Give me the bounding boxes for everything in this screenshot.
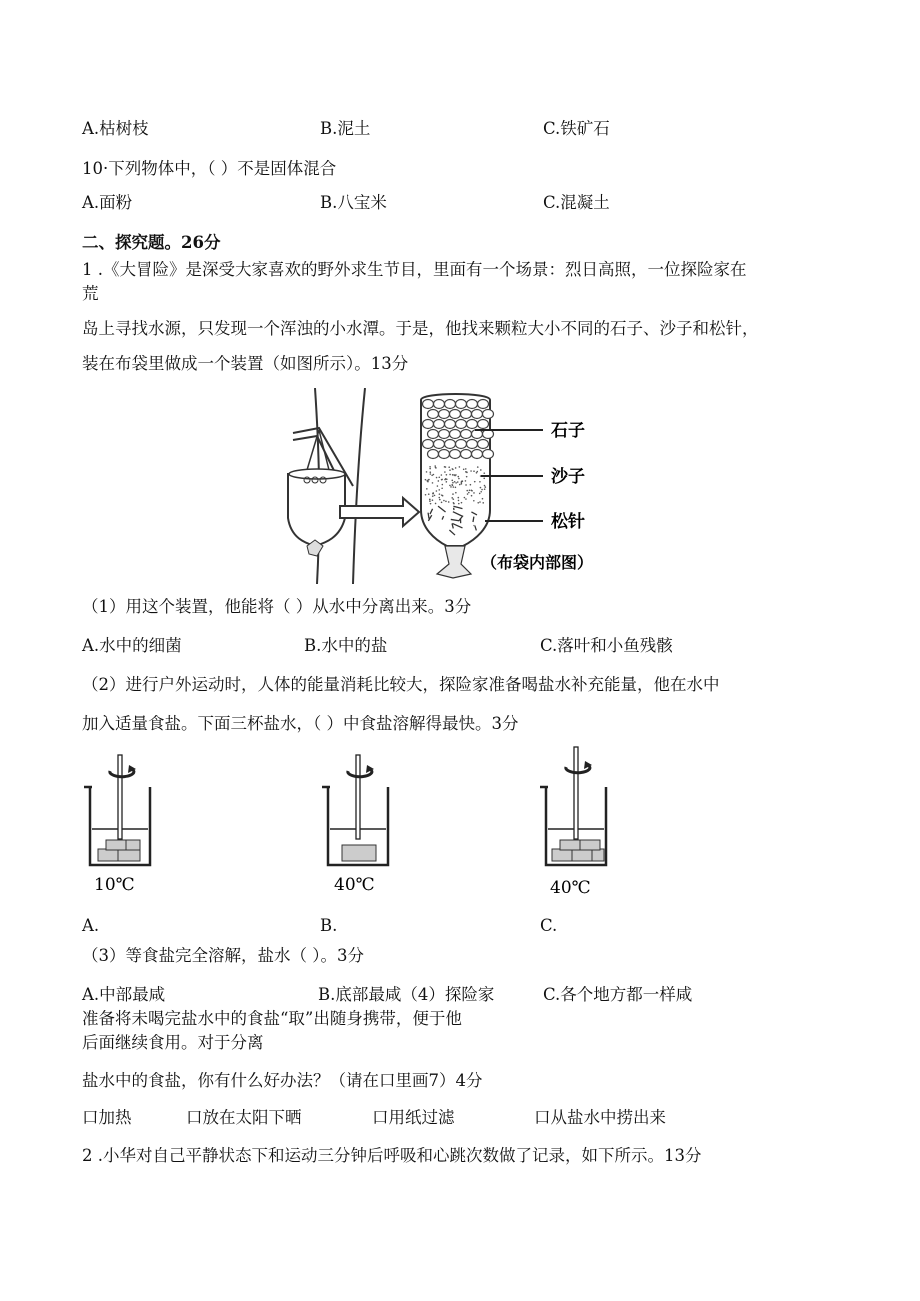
temp-a: 10℃ — [94, 875, 135, 895]
sub1-stem: （1）用这个装置，他能将（ ）从水中分离出来。3分 — [82, 597, 472, 616]
sub4-choice-filter: 口用纸过滤 — [372, 1108, 455, 1127]
sub3-option-b: B.底部最咸（4）探险家 — [318, 985, 495, 1004]
q10-stem: 10·下列物体中，（ ）不是固体混合 — [82, 159, 337, 178]
q10-option-a: A.面粉 — [82, 193, 133, 212]
sub1-option-a: A.水中的细菌 — [82, 636, 182, 655]
sub1-option-c: C.落叶和小鱼残骸 — [540, 636, 673, 655]
label-sand: 沙子 — [551, 467, 585, 487]
q9-option-b: B.泥土 — [320, 119, 371, 138]
p2-line1: 2 .小华对自己平静状态下和运动三分钟后呼吸和心跳次数做了记录，如下所示。13分 — [82, 1146, 702, 1165]
temp-c: 40℃ — [550, 878, 591, 895]
sub4-cont2: 后面继续食用。对于分离 — [82, 1033, 264, 1052]
p1-line1: 1 .《大冒险》是深受大家喜欢的野外求生节目，里面有一个场景：烈日高照，一位探险家在 — [82, 260, 747, 279]
label-pine-needles: 松针 — [551, 512, 585, 532]
q10-option-b: B.八宝米 — [320, 193, 387, 212]
sub4-choice-sun: 口放在太阳下晒 — [186, 1108, 302, 1127]
q10-option-c: C.混凝土 — [543, 193, 610, 212]
p1-line3: 装在布袋里做成一个装置（如图所示）。13分 — [82, 354, 409, 373]
sub2-line2: 加入适量食盐。下面三杯盐水，（ ）中食盐溶解得最快。3分 — [82, 714, 519, 733]
sub4-choice-heat: 口加热 — [82, 1108, 132, 1127]
sub2-option-b: B. — [320, 916, 338, 935]
beaker-b — [318, 745, 408, 895]
sub3-option-a: A.中部最咸 — [82, 985, 166, 1004]
sub3-stem: （3）等食盐完全溶解，盐水（ ）。3分 — [82, 946, 364, 965]
p1-line2: 岛上寻找水源，只发现一个浑浊的小水潭。于是，他找来颗粒大小不同的石子、沙子和松针， — [82, 319, 759, 338]
temp-b: 40℃ — [334, 875, 375, 895]
q9-option-a: A.枯树枝 — [82, 119, 149, 138]
sub3-option-c: C.各个地方都一样咸 — [543, 985, 693, 1004]
filter-device-figure — [285, 388, 625, 584]
beaker-c — [536, 745, 626, 895]
sub2-option-c: C. — [540, 916, 558, 935]
sub4-stem: 盐水中的食盐，你有什么好办法？（请在口里画7）4分 — [82, 1071, 483, 1090]
q9-option-c: C.铁矿石 — [543, 119, 610, 138]
section2-title: 二、探究题。26分 — [82, 233, 221, 252]
sub2-line1: （2）进行户外运动时，人体的能量消耗比较大，探险家准备喝盐水补充能量，他在水中 — [82, 675, 720, 694]
label-bag-interior: （布袋内部图） — [481, 553, 594, 572]
beaker-a — [80, 745, 170, 895]
sub1-option-b: B.水中的盐 — [304, 636, 388, 655]
label-stones: 石子 — [551, 421, 585, 441]
sub4-cont1: 准备将未喝完盐水中的食盐“取”出随身携带，便于他 — [82, 1009, 462, 1028]
p1-line1-wrap: 荒 — [82, 284, 99, 303]
sub4-choice-scoop: 口从盐水中捞出来 — [534, 1108, 666, 1127]
sub2-option-a: A. — [82, 916, 100, 935]
